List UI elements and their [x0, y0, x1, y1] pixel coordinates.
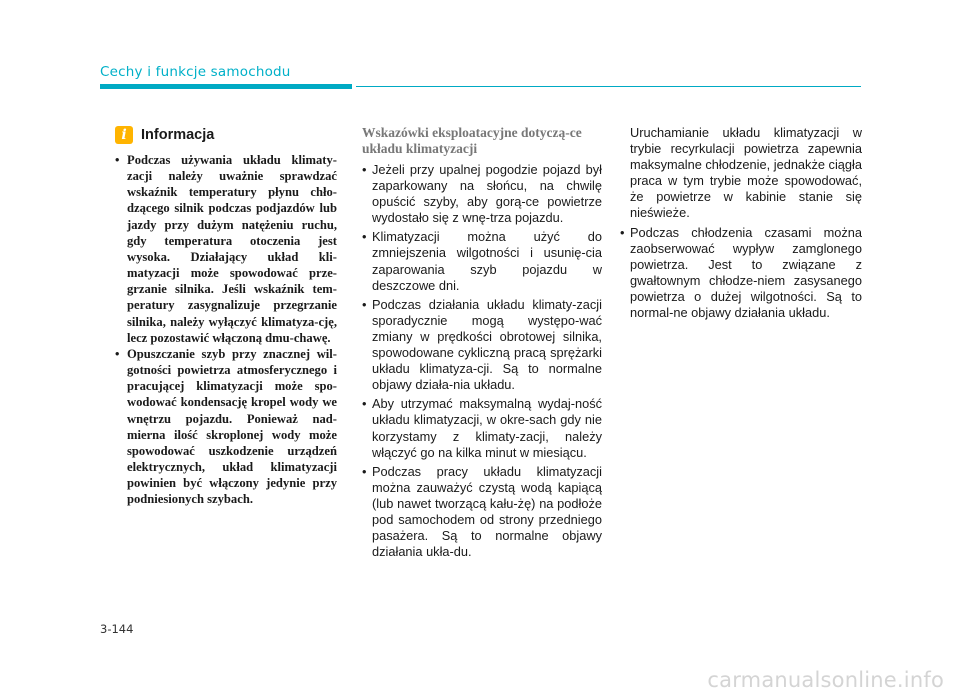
tip-item: • Podczas pracy układu klimatyzacji można zauważyć czystą wodą kapiącą (lub nawet tworzącą kału-żę) na podłoże pod samochodem od strony przedniego pasażera. Są to normalne objawy działania ukła-du.	[362, 464, 602, 561]
info-title: Informacja	[141, 127, 215, 143]
info-item: • Opuszczanie szyb przy znacznej wil-gotności powietrza atmosferycznego i pracującej klimatyzacji może spo-wodować kondensację kropel wody we wnętrzu pojazdu. Ponieważ nad-mierna ilość skroplonej wody może spowodować uszkodzenie urządzeń elektrycznych, układ klimatyzacji powinien być włączony jedynie przy podniesionych szybach.	[115, 346, 337, 508]
tip-item: • Aby utrzymać maksymalną wydaj-ność układu klimatyzacji, w okre-sach gdy nie korzystamy z klimaty-zacji, należy włączyć go na kilka minut w miesiącu.	[362, 396, 602, 460]
page-number: 3-144	[100, 622, 134, 636]
tip-item: • Jeżeli przy upalnej pogodzie pojazd był zaparkowany na słońcu, na chwilę opuścić szyby, aby gorą-ce powietrze wydostało się z wnę-trza pojazdu.	[362, 162, 602, 226]
tip-item: • Podczas chłodzenia czasami można zaobserwować wypływ zamglonego powietrza. Jest to związane z gwałtownym chłodze-niem zasysanego powietrza o dużej wilgotności. Są to normal-ne objawy działania układu.	[620, 225, 862, 322]
tips-list-continued	[620, 225, 862, 322]
info-column	[115, 124, 337, 507]
tips-list	[362, 162, 602, 560]
tip-item: • Klimatyzacji można użyć do zmniejszenia wilgotności i usunię-cia zaparowania szyb pojazdu w deszczowe dni.	[362, 229, 602, 293]
tip-item: • Podczas działania układu klimaty-zacji sporadycznie mogą występo-wać zmiany w prędkości obrotowej silnika, spowodowane cykliczną pracą sprężarki układu klimatyza-cji. Są to normalne objawy działa-nia układu.	[362, 297, 602, 394]
watermark: carmanualsonline.info	[707, 668, 944, 692]
tips-title: Wskazówki eksploatacyjne dotyczą-ce układu klimatyzacji	[362, 125, 582, 156]
info-icon: i	[115, 126, 133, 144]
header-rule-thin	[356, 86, 861, 87]
tip-continuation: Uruchamianie układu klimatyzacji w trybie recyrkulacji powietrza zapewnia maksymalne chłodzenie, jednakże ciągła praca w tym trybie może spowodować, że powietrze w kabinie stanie się nieświeże.	[630, 125, 862, 221]
info-heading	[115, 124, 337, 146]
section-header-title: Cechy i funkcje samochodu	[100, 64, 291, 80]
tips-column-continued	[620, 125, 862, 324]
tips-column	[362, 125, 602, 563]
header-rule-thick	[100, 84, 352, 89]
info-list	[115, 152, 337, 507]
info-item: • Podczas używania układu klimaty-zacji należy uważnie sprawdzać wskaźnik temperatury płynu chło-dzącego silnik podczas podjazdów lub jazdy przy dużym natężeniu ruchu, gdy temperatura otoczenia jest wysoka. Działający układ kli-matyzacji może spowodować prze-grzanie silnika. Jeśli wskaźnik tem-peratury zasygnalizuje przegrzanie silnika, należy wyłączyć klimatyza-cję, lecz pozostawić włączoną dmu-chawę.	[115, 152, 337, 346]
